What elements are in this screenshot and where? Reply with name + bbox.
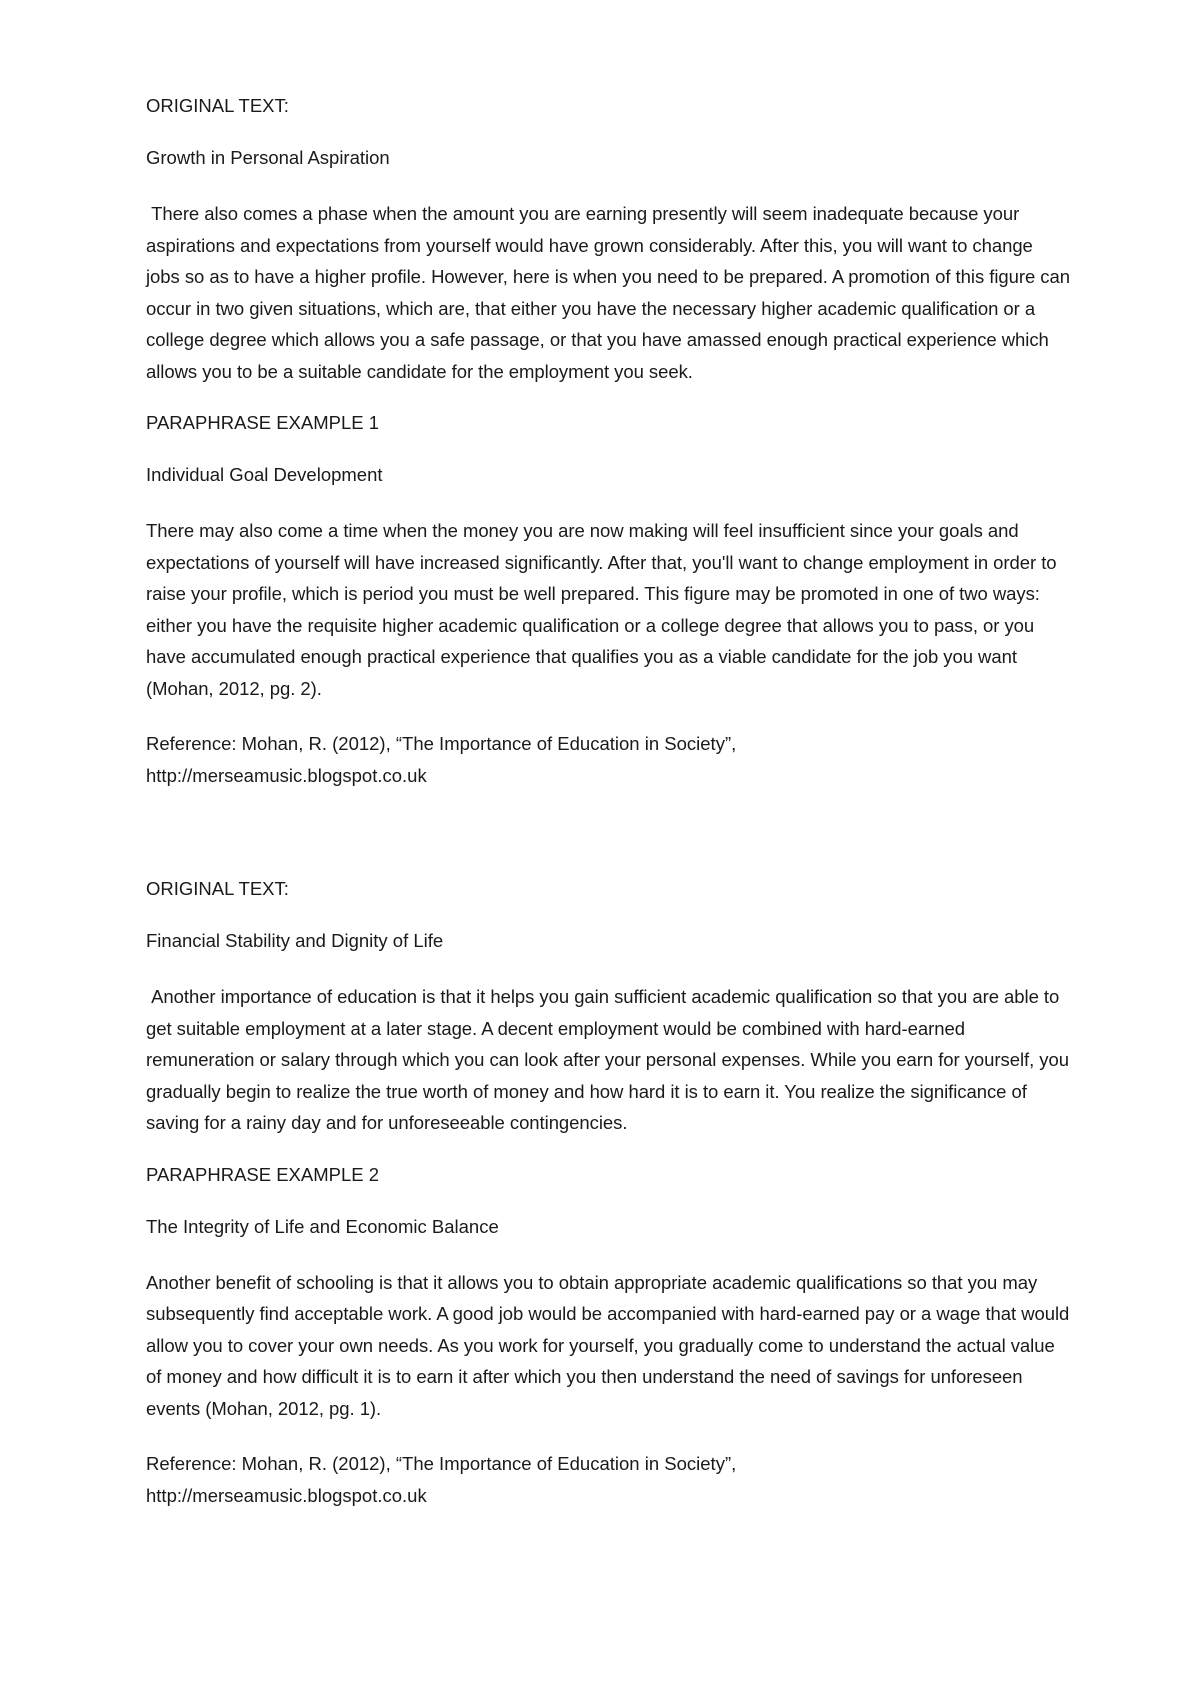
section-spacer (146, 791, 1070, 877)
reference (146, 728, 1070, 791)
paraphrase-label: PARAPHRASE EXAMPLE 2 (146, 1163, 380, 1185)
original-text-label: ORIGINAL TEXT: (146, 95, 289, 116)
original-body: Another importance of education is that it helps you gain sufficient academic qualification so that you are able to get suitable employment at a later stage. A decent employment would be combined with hard-earned remuneration or salary through which you can look after your personal expenses. While you earn for yourself, you gradually begin to realize the true worth of money and how hard it is to earn it. You realize the significance of saving for a rainy day and for unforeseeable contingencies. (146, 986, 1075, 1133)
section-1 (146, 94, 1076, 791)
reference (146, 1448, 1070, 1511)
reference-citation: Reference: Mohan, R. (2012), “The Importance of Education in Society”, (146, 733, 737, 754)
original-body: There also comes a phase when the amount you are earning presently will seem inadequate because your aspirations and expectations from yourself would have grown considerably. After this, you will want to change jobs so as to have a higher profile. However, here is when you need to be prepared. A promotion of this figure can occur in two given situations, which are, that either you have the necessary higher academic qualification or a college degree which allows you a safe passage, or that you have amassed enough practical experience which allows you to be a suitable candidate for the employment you seek. (146, 203, 1076, 382)
paraphrase-title: Individual Goal Development (146, 464, 383, 485)
original-title: Financial Stability and Dignity of Life (146, 930, 444, 951)
paraphrase-label: PARAPHRASE EXAMPLE 1 (146, 412, 380, 433)
reference-url: http://merseamusic.blogspot.co.uk (146, 764, 427, 786)
original-text-label: ORIGINAL TEXT: (146, 878, 289, 899)
paraphrase-body: There may also come a time when the money you are now making will feel insufficient since your goals and expectations of yourself will have increased significantly. After that, you'll want to change employment in order to raise your profile, which is period you must be well prepared. This figure may be promoted in one of two ways: either you have the requisite higher academic qualification or a college degree that allows you to pass, or you have accumulated enough practical experience that qualifies you as a viable candidate for the job you want (Mohan, 2012, pg. 2). (146, 520, 1057, 699)
section-2 (146, 877, 1075, 1511)
original-title: Growth in Personal Aspiration (146, 147, 390, 168)
reference-url: http://merseamusic.blogspot.co.uk (146, 1484, 427, 1506)
paraphrase-body: Another benefit of schooling is that it allows you to obtain appropriate academic qualifications so that you may subsequently find acceptable work. A good job would be accompanied with hard-earned pay or a wage that would allow you to cover your own needs. As you work for yourself, you gradually come to understand the actual value of money and how difficult it is to earn it after which you then understand the need of savings for unforeseen events (Mohan, 2012, pg. 1). (146, 1271, 1070, 1419)
paraphrase-title: The Integrity of Life and Economic Balance (146, 1215, 499, 1237)
reference-citation: Reference: Mohan, R. (2012), “The Importance of Education in Society”, (146, 1453, 737, 1474)
